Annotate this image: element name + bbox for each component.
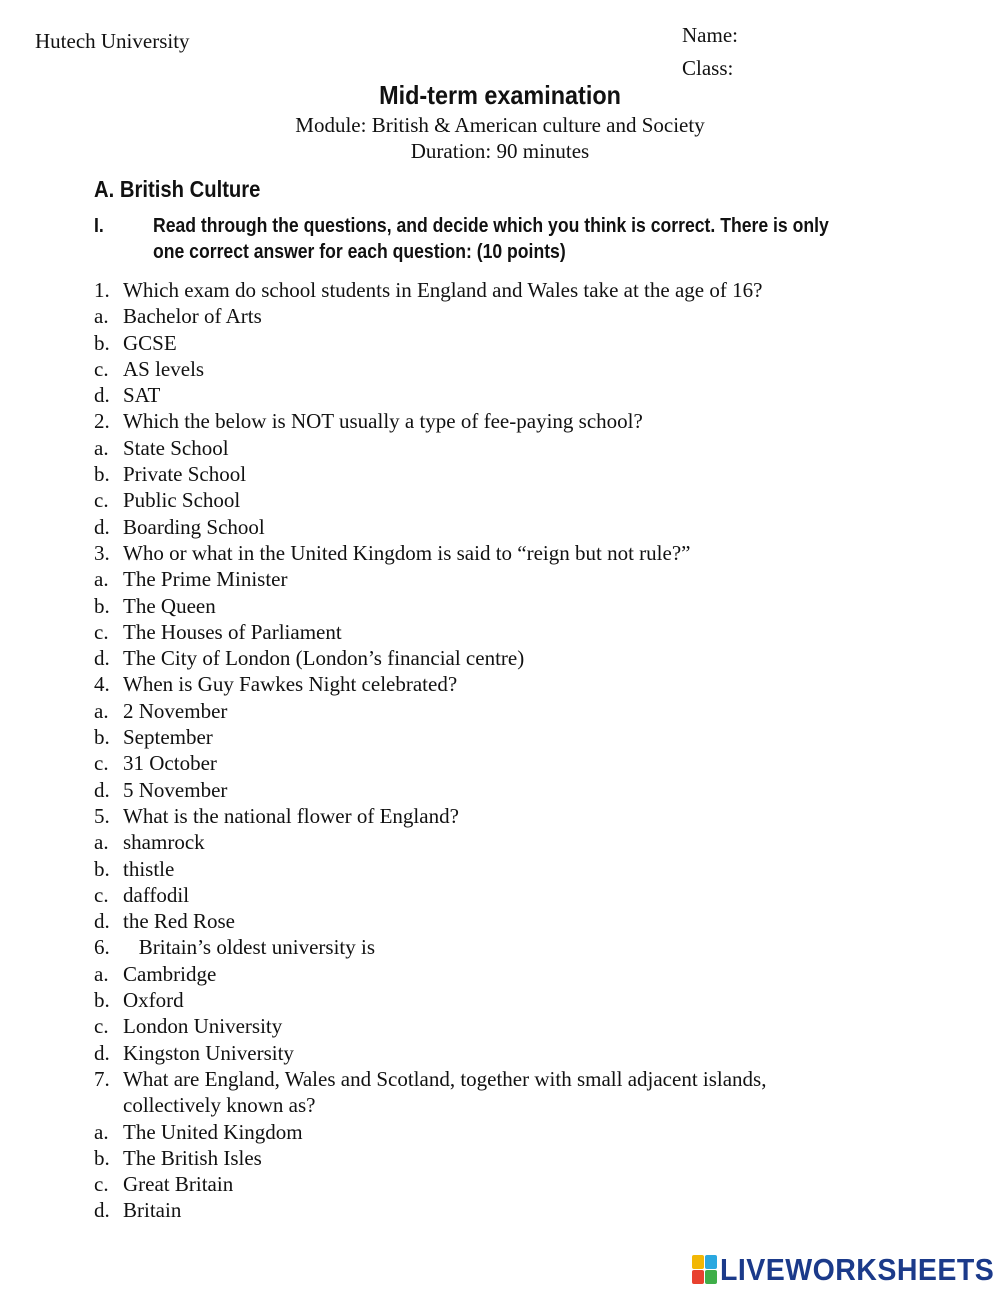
option-text: The United Kingdom	[123, 1119, 303, 1144]
institution-name: Hutech University	[35, 29, 190, 53]
question-text: What are England, Wales and Scotland, together with small adjacent islands,	[123, 1066, 767, 1091]
answer-option	[94, 1040, 974, 1066]
instruction-line: Read through the questions, and decide which you think is correct. There is only	[153, 215, 829, 237]
exam-title: Mid-term examination	[379, 80, 621, 110]
answer-option	[94, 987, 974, 1013]
liveworksheets-logo-icon	[692, 1255, 718, 1285]
option-letter: d.	[94, 1198, 110, 1223]
answer-option	[94, 487, 974, 513]
option-letter: a.	[94, 567, 109, 592]
exam-module: Module: British & American culture and Society	[295, 113, 705, 137]
answer-option	[94, 750, 974, 776]
answer-option	[94, 303, 974, 329]
answer-option	[94, 1171, 974, 1197]
option-letter: a.	[94, 830, 109, 855]
option-text: shamrock	[123, 830, 205, 855]
option-letter: a.	[94, 304, 109, 329]
answer-option	[94, 1197, 974, 1223]
answer-option	[94, 619, 974, 645]
option-text: The City of London (London’s financial centre)	[123, 646, 525, 671]
option-text: State School	[123, 435, 229, 460]
option-letter: a.	[94, 698, 109, 723]
answer-option	[94, 356, 974, 382]
option-letter: d.	[94, 383, 110, 408]
option-letter: b.	[94, 988, 110, 1013]
option-text: GCSE	[123, 330, 177, 355]
option-text: 2 November	[123, 698, 228, 723]
option-letter: b.	[94, 725, 110, 750]
answer-option	[94, 645, 974, 671]
option-text: Britain	[123, 1198, 182, 1223]
option-text: Boarding School	[123, 514, 265, 539]
option-text: thistle	[123, 856, 175, 881]
option-text: Great Britain	[123, 1172, 234, 1197]
question-number: 2.	[94, 409, 110, 434]
answer-option	[94, 566, 974, 592]
answer-option	[94, 698, 974, 724]
option-letter: a.	[94, 435, 109, 460]
answer-option	[94, 593, 974, 619]
option-letter: b.	[94, 1145, 110, 1170]
question-row	[94, 1066, 974, 1092]
question-row	[94, 277, 974, 303]
liveworksheets-logo-text: LIVEWORKSHEETS	[720, 1252, 995, 1287]
question-row	[94, 934, 974, 960]
option-text: Cambridge	[123, 961, 217, 986]
question-row	[94, 671, 974, 697]
answer-option	[94, 777, 974, 803]
option-letter: d.	[94, 909, 110, 934]
option-letter: d.	[94, 514, 110, 539]
option-text: September	[123, 725, 213, 750]
instruction-line: one correct answer for each question: (10 points)	[153, 241, 566, 263]
question-text: Britain’s oldest university is	[123, 935, 375, 960]
section-heading: A. British Culture	[94, 176, 261, 202]
question-row	[94, 803, 974, 829]
class-label: Class:	[682, 56, 734, 80]
option-text: SAT	[123, 383, 161, 408]
question-number: 4.	[94, 672, 110, 697]
option-letter: c.	[94, 1014, 109, 1039]
answer-option	[94, 330, 974, 356]
question-row	[94, 540, 974, 566]
answer-option	[94, 435, 974, 461]
option-letter: c.	[94, 488, 109, 513]
option-text: the Red Rose	[123, 909, 235, 934]
option-text: Oxford	[123, 988, 184, 1013]
option-text: 31 October	[123, 751, 217, 776]
answer-option	[94, 1119, 974, 1145]
option-letter: c.	[94, 1172, 109, 1197]
option-letter: b.	[94, 330, 110, 355]
option-letter: a.	[94, 1119, 109, 1144]
answer-option	[94, 382, 974, 408]
question-list	[94, 277, 974, 1224]
option-text: London University	[123, 1014, 283, 1039]
instruction-number: I.	[94, 215, 104, 237]
option-letter: c.	[94, 751, 109, 776]
option-letter: b.	[94, 462, 110, 487]
answer-option	[94, 724, 974, 750]
answer-option	[94, 856, 974, 882]
option-letter: c.	[94, 619, 109, 644]
question-number: 3.	[94, 540, 110, 565]
answer-option	[94, 1013, 974, 1039]
question-text: Who or what in the United Kingdom is said to “reign but not rule?”	[123, 540, 691, 565]
exam-duration: Duration: 90 minutes	[410, 139, 590, 163]
question-text: Which the below is NOT usually a type of fee-paying school?	[123, 409, 643, 434]
option-letter: b.	[94, 856, 110, 881]
question-number: 7.	[94, 1066, 110, 1091]
option-text: The Queen	[123, 593, 216, 618]
option-letter: d.	[94, 777, 110, 802]
option-text: The British Isles	[123, 1145, 262, 1170]
question-row	[94, 1092, 974, 1118]
answer-option	[94, 514, 974, 540]
option-letter: d.	[94, 646, 110, 671]
option-text: Private School	[123, 462, 247, 487]
question-text: What is the national flower of England?	[123, 803, 459, 828]
liveworksheets-logo	[692, 1253, 1000, 1287]
option-text: Public School	[123, 488, 241, 513]
question-number: 6.	[94, 935, 110, 960]
answer-option	[94, 882, 974, 908]
option-text: 5 November	[123, 777, 228, 802]
question-text: Which exam do school students in England and Wales take at the age of 16?	[123, 278, 763, 302]
answer-option	[94, 829, 974, 855]
option-text: Bachelor of Arts	[123, 304, 262, 329]
question-text: collectively known as?	[123, 1093, 316, 1118]
option-letter: d.	[94, 1040, 110, 1065]
question-number: 1.	[94, 278, 110, 302]
answer-option	[94, 1145, 974, 1171]
question-text: When is Guy Fawkes Night celebrated?	[123, 672, 458, 697]
question-number: 5.	[94, 803, 110, 828]
option-letter: b.	[94, 593, 110, 618]
answer-option	[94, 908, 974, 934]
option-letter: c.	[94, 882, 109, 907]
option-text: AS levels	[123, 356, 205, 381]
option-letter: c.	[94, 356, 109, 381]
option-text: Kingston University	[123, 1040, 294, 1065]
option-text: The Houses of Parliament	[123, 619, 342, 644]
answer-option	[94, 461, 974, 487]
option-text: daffodil	[123, 882, 190, 907]
name-label: Name:	[682, 23, 738, 47]
option-text: The Prime Minister	[123, 567, 288, 592]
option-letter: a.	[94, 961, 109, 986]
question-row	[94, 408, 974, 434]
answer-option	[94, 961, 974, 987]
